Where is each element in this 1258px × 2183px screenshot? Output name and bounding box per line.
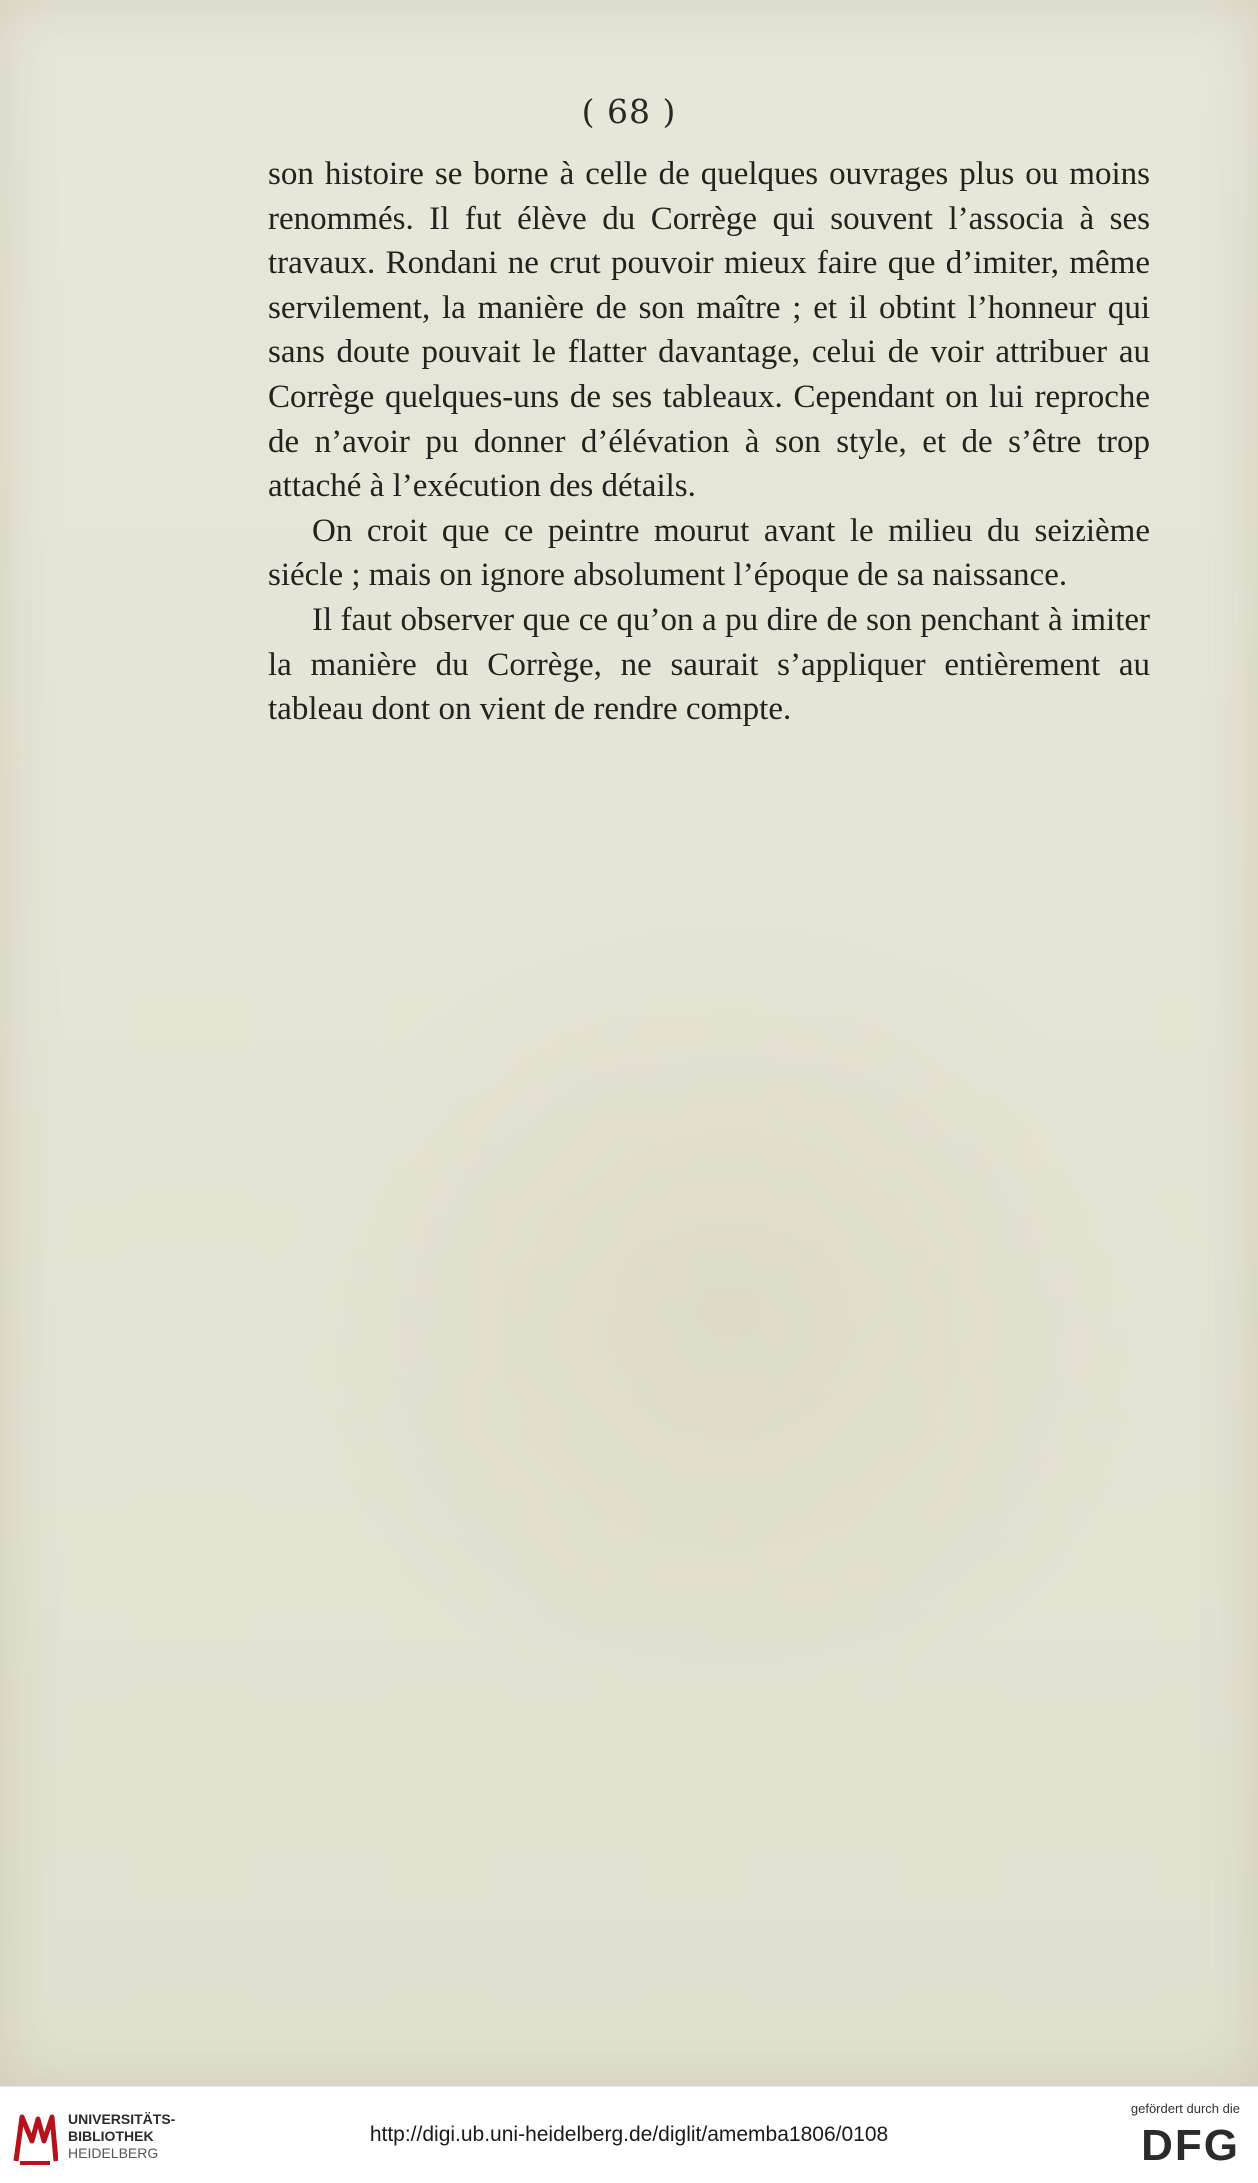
library-name-line-3: HEIDELBERG (68, 2145, 159, 2161)
show-through-texture (280, 900, 1180, 1720)
paragraph-2: On croit que ce peintre mourut avant le milieu du seizième siécle ; mais on ignore absolument l’époque de sa naissance. (268, 512, 1150, 594)
dfg-logo: DFG (1141, 2121, 1240, 2170)
library-name-line-2: BIBLIOTHEK (68, 2128, 154, 2144)
library-name-line-1: UNIVERSITÄTS- (68, 2111, 176, 2127)
permalink-url[interactable]: http://digi.ub.uni-heidelberg.de/diglit/amemba1806/0108 (369, 2123, 889, 2146)
body-text (268, 152, 1150, 732)
paragraph-3: Il faut observer que ce qu’on a pu dire de son penchant à imiter la manière du Corrège, ne saurait s’appliquer entièrement au tableau dont on vient de rendre compte. (268, 601, 1150, 728)
footer-bar (0, 2086, 1258, 2183)
paragraph-1: son histoire se borne à celle de quelques ouvrages plus ou moins renommés. Il fut élève du Corrège qui souvent l’associa à ses travaux. Rondani ne crut pouvoir mieux faire que d’imiter, même servilement, la manière de son maître ; et il obtint l’honneur qui sans doute pouvait le flatter davantage, celui de voir attribuer au Corrège quelques-uns de ses tableaux. Cependant on lui reproche de n’avoir pu donner d’élévation à son style, et de s’être trop attaché à l’exécution des détails. (268, 156, 1150, 505)
page-number: ( 68 ) (581, 92, 677, 131)
funded-by-label: gefördert durch die (1130, 2101, 1240, 2116)
